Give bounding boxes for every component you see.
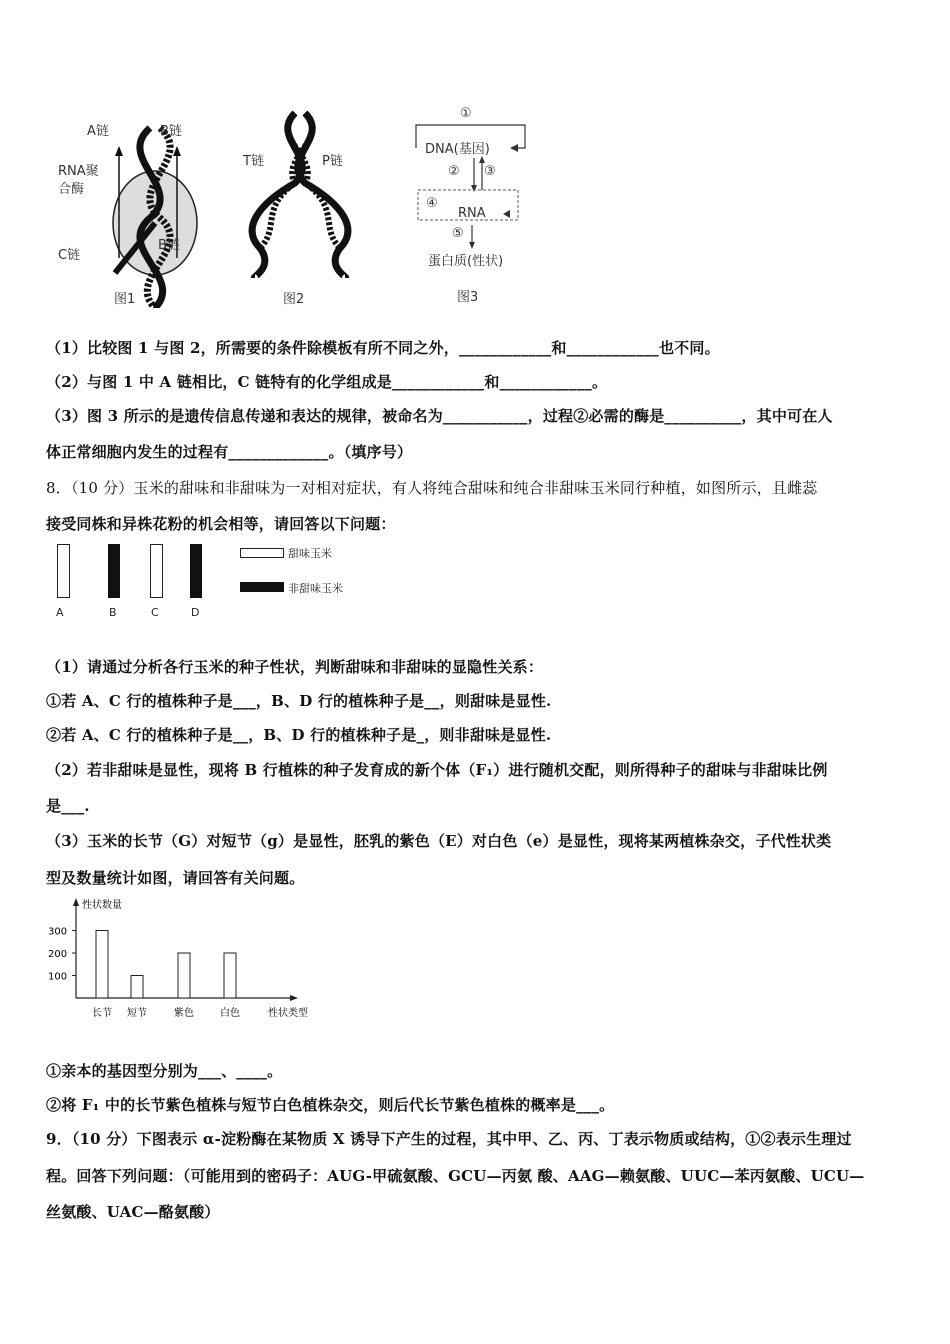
- q8-intro-line1: 8．（10 分）玉米的甜味和非甜味为一对相对症状，有人将纯合甜味和纯合非甜味玉米同行种植，如图所示，且雌蕊: [46, 479, 818, 497]
- fig3-step-5: ⑤: [452, 226, 464, 241]
- fig3-step-3: ③: [484, 164, 496, 179]
- y-tick-label: 200: [48, 949, 68, 960]
- helix-p-strand-outer: [298, 113, 348, 278]
- row-c-sweet: [150, 544, 163, 598]
- fig3-rna-label: RNA: [458, 206, 486, 221]
- legend-nonsweet-label: 非甜味玉米: [288, 582, 343, 595]
- y-axis-arrow: [73, 898, 79, 906]
- trait-bar-chart: [44, 894, 334, 1024]
- legend-sweet-label: 甜味玉米: [288, 547, 332, 560]
- q7-part2: （2）与图 1 中 A 链相比，C 链特有的化学组成是____________和____________。: [46, 373, 608, 391]
- helix-t-strand-outer: [252, 113, 302, 278]
- row-c-label: C: [151, 606, 159, 619]
- q8-part2-line1: （2）若非甜味是显性，现将 B 行植株的种子发育成的新个体（F₁）进行随机交配，则所得种子的甜味与非甜味比例: [46, 761, 828, 779]
- fig3-step-4: ④: [426, 196, 438, 211]
- fig1-c-chain-label: C链: [58, 248, 81, 263]
- fig3-step-2: ②: [448, 164, 460, 179]
- q7-part3-line2: 体正常细胞内发生的过程有_____________。（填序号）: [46, 443, 413, 461]
- fig1-a-chain-label: A链: [87, 124, 109, 139]
- fig1-b-chain-bottom-label: B链: [158, 238, 180, 253]
- bar-4: [224, 953, 236, 998]
- fig1-rna-pol-label-2: 合酶: [58, 182, 85, 197]
- q9-line2: 程。回答下列问题：（可能用到的密码子：AUG-甲硫氨酸、GCU—丙氨 酸、AAG—赖氨酸、UUC—苯丙氨酸、UCU—: [46, 1167, 865, 1185]
- y-tick-label: 300: [48, 926, 68, 938]
- fig3-caption: 图3: [457, 290, 479, 305]
- fig3-protein-label: 蛋白质(性状): [428, 254, 504, 269]
- row-d-nonsweet: [190, 544, 202, 598]
- x-category-label: 长节: [92, 1008, 112, 1019]
- bar-1: [96, 931, 108, 999]
- q9-line1: 9．（10 分）下图表示 α-淀粉酶在某物质 X 诱导下产生的过程，其中甲、乙、丙、丁表示物质或结构，①②表示生理过: [46, 1130, 852, 1148]
- row-b-nonsweet: [108, 544, 120, 598]
- q9-line3: 丝氨酸、UAC—酪氨酸）: [46, 1203, 220, 1221]
- q8-part1-a: ①若 A、C 行的植株种子是___，B、D 行的植株种子是__，则甜味是显性.: [46, 692, 552, 710]
- q7-part1: （1）比较图 1 与图 2，所需要的条件除模板有所不同之外，____________和____________也不同。: [46, 339, 720, 357]
- bar-3: [178, 953, 190, 998]
- q8-part3-q2: ②将 F₁ 中的长节紫色植株与短节白色植株杂交，则后代长节紫色植株的概率是___。: [46, 1096, 615, 1114]
- fig1-rna-pol-label-1: RNA聚: [58, 164, 99, 179]
- y-tick-label: 100: [48, 971, 68, 983]
- figure-1: [55, 108, 205, 308]
- row-a-label: A: [56, 606, 64, 619]
- x-axis-arrow: [290, 995, 298, 1001]
- fig2-p-chain-label: P链: [322, 154, 343, 169]
- x-category-label: 紫色: [174, 1008, 194, 1019]
- x-category-label: 短节: [127, 1008, 147, 1019]
- figure-2: [240, 108, 360, 278]
- bar-2: [131, 976, 143, 999]
- q8-part1-b: ②若 A、C 行的植株种子是__，B、D 行的植株种子是_，则非甜味是显性.: [46, 726, 552, 744]
- row-b-label: B: [109, 606, 117, 619]
- x-axis-label: 性状类型: [268, 1008, 308, 1019]
- q8-part3-line1: （3）玉米的长节（G）对短节（g）是显性，胚乳的紫色（E）对白色（e）是显性，现将某两植株杂交，子代性状类: [46, 832, 832, 850]
- q8-part3-q1: ①亲本的基因型分别为___、____。: [46, 1062, 283, 1080]
- fig3-step-1: ①: [460, 106, 472, 121]
- legend-sweet-swatch: [240, 548, 284, 558]
- q8-part1: （1）请通过分析各行玉米的种子性状，判断甜味和非甜味的显隐性关系：: [46, 658, 544, 676]
- row-a-sweet: [57, 544, 70, 598]
- x-category-label: 白色: [220, 1008, 240, 1019]
- fig2-t-chain-label: T链: [243, 154, 264, 169]
- fig1-caption: 图1: [114, 292, 136, 307]
- q8-intro-line2: 接受同株和异株花粉的机会相等，请回答以下问题：: [46, 515, 396, 533]
- q8-part3-line2: 型及数量统计如图，请回答有关问题。: [46, 869, 305, 887]
- legend-nonsweet-swatch: [240, 582, 284, 592]
- fig1-b-chain-top-label: B链: [160, 124, 182, 139]
- fig3-dna-label: DNA(基因): [425, 142, 490, 157]
- q7-part3-line1: （3）图 3 所示的是遗传信息传递和表达的规律，被命名为___________，过程②必需的酶是__________，其中可在人: [46, 407, 833, 425]
- row-d-label: D: [191, 606, 200, 619]
- q8-part2-line2: 是___.: [46, 797, 90, 815]
- fig2-caption: 图2: [283, 292, 305, 307]
- y-axis-label: 性状数量: [82, 900, 122, 911]
